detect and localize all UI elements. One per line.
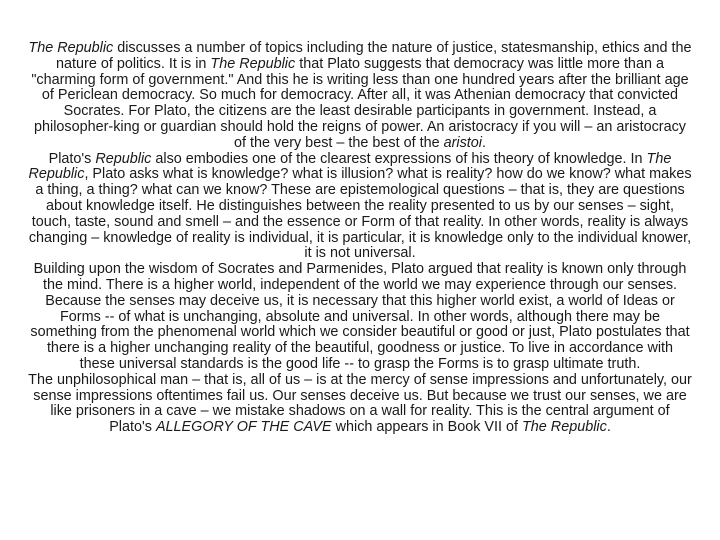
- text-run: .: [481, 134, 486, 151]
- document-text: [28, 41, 692, 436]
- text-run: Building upon the wisdom of Socrates and Parmenides, Plato argued that reality is known only through the mind. There is a higher world, independent of the world we may experience through our senses. Because the senses may deceive us, it is necessary that this higher world exist, a world of Ideas or Forms -- of what is unchanging, absolute and universal. In other words, although there may be something from the phenomenal world which we consider beautiful or good or just, Plato postulates that there is a higher unchanging reality of the beautiful, goodness or justice. To live in accordance with these universal standards is the good life -- to grasp the Forms is to grasp ultimate truth.: [30, 261, 690, 372]
- italic-text-run: The Republic: [522, 419, 607, 436]
- paragraph-4: [28, 373, 692, 436]
- italic-text-run: aristoi: [443, 134, 482, 151]
- italic-text-run: The Republic: [28, 40, 114, 56]
- text-run: , Plato asks what is knowledge? what is illusion? what is reality? how do we know? what makes a thing, a thing? what can we know? These are epistemological questions – that is, they are questions about knowledge itself. He distinguishes between the reality presented to us by our senses – sight, touch, taste, sound and smell – and the essence or Form of that reality. In other words, reality is always changing – knowledge of reality is individual, it is particular, it is knowledge only to the individual knower, it is not universal.: [28, 166, 692, 262]
- italic-text-run: The Republic: [210, 55, 296, 72]
- italic-text-run: The Republic: [28, 150, 672, 183]
- text-run: which appears in Book VII of: [331, 419, 523, 436]
- paragraph-1: [28, 41, 692, 152]
- italic-text-run: Republic: [95, 150, 152, 167]
- text-run: The unphilosophical man – that is, all of us – is at the mercy of sense impressions and unfortunately, our sense impressions oftentimes fail us. Our senses deceive us. But because we trust our senses, we are like prisoners in a cave – we mistake shadows on a wall for reality. This is the central argument of Plato's: [28, 371, 692, 436]
- text-run: that Plato suggests that democracy was little more than a "charming form of government." And this he is writing less than one hundred years after the brilliant age of Periclean democracy. So much for democracy. After all, it was Athenian democracy that convicted Socrates. For Plato, the citizens are the least desirable participants in government. Instead, a philosopher-king or guardian should hold the reigns of power. An aristocracy if you will – an aristocracy of the very best – the best of the: [31, 55, 689, 151]
- text-run: Plato's: [48, 150, 96, 167]
- text-run: .: [606, 419, 611, 436]
- italic-text-run: ALLEGORY OF THE CAVE: [155, 419, 332, 436]
- paragraph-2: [28, 152, 692, 263]
- paragraph-3: [28, 262, 692, 373]
- text-run: discusses a number of topics including the nature of justice, statesmanship, ethics and the nature of politics. It is in: [56, 40, 692, 72]
- text-run: also embodies one of the clearest expressions of his theory of knowledge. In: [151, 150, 647, 167]
